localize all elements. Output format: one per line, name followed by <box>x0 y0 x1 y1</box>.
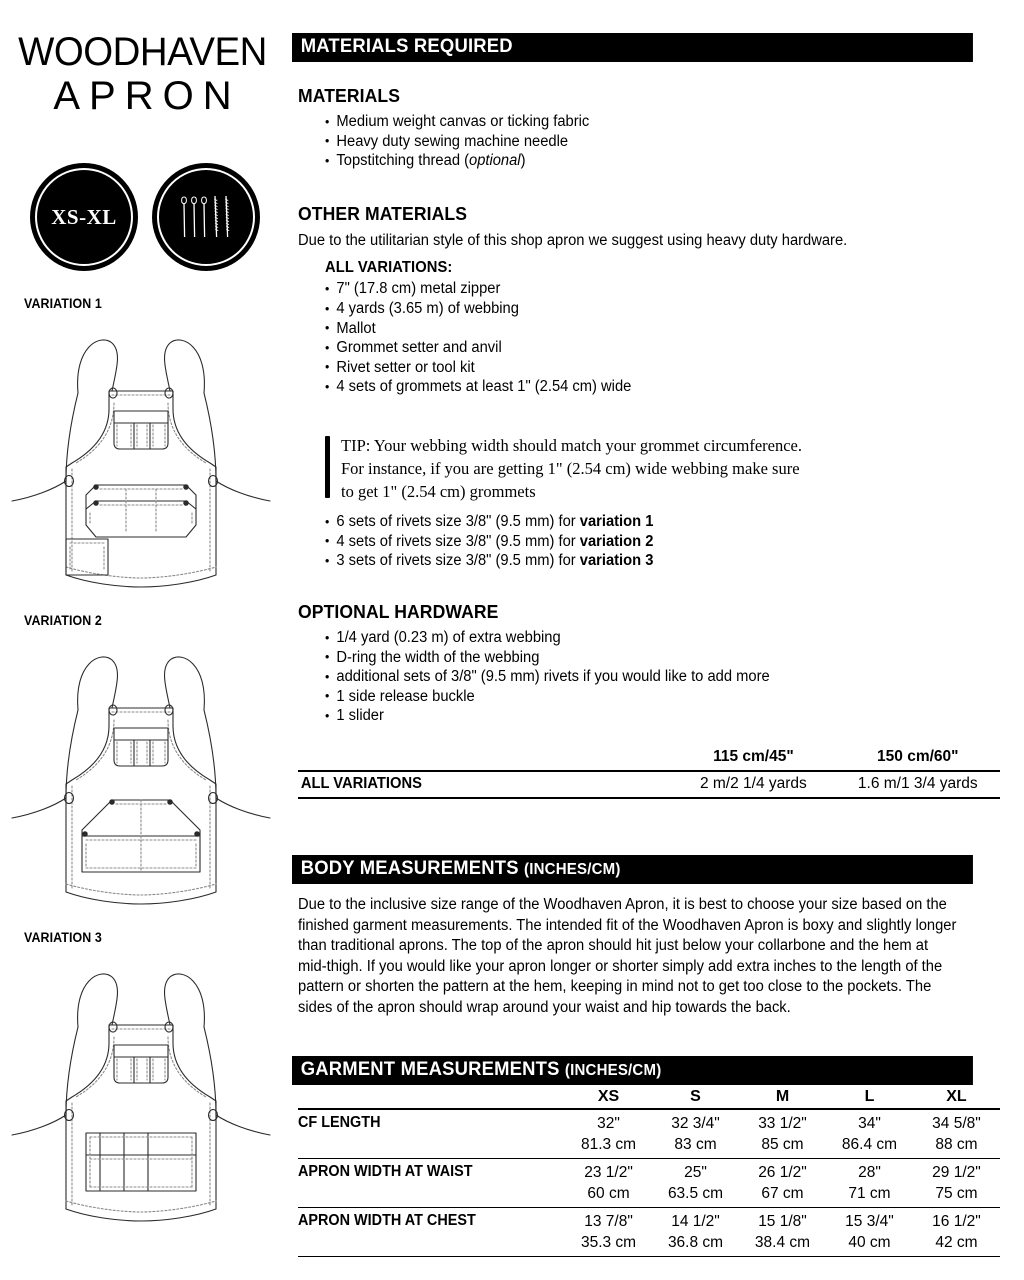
variation-3-figure <box>4 947 282 1232</box>
size-header-s: S <box>690 1088 701 1105</box>
variation-1-label: VARIATION 1 <box>24 296 102 311</box>
list-item: • 4 yards (3.65 m) of webbing <box>325 299 961 319</box>
list-item: • 1/4 yard (0.23 m) of extra webbing <box>325 628 961 648</box>
variation-3-label: VARIATION 3 <box>24 930 102 945</box>
table-row <box>298 1159 1000 1208</box>
rivet-list <box>325 512 994 571</box>
table-row <box>298 1208 1000 1257</box>
other-materials-intro: Due to the utilitarian style of this shop apron we suggest using heavy duty hardware. <box>298 232 848 249</box>
size-header-xs: XS <box>597 1088 620 1105</box>
materials-required-title: MATERIALS REQUIRED <box>300 36 513 57</box>
materials-required-header <box>292 33 973 62</box>
list-item: • 1 slider <box>325 706 961 726</box>
sewing-needles-icon <box>170 181 242 253</box>
tip-callout <box>325 434 994 503</box>
cell-chest-xs: 13 7/8" 35.3 cm <box>565 1208 652 1257</box>
garment-measurements-table <box>298 1088 1000 1257</box>
needles-badge <box>152 163 260 271</box>
all-variations-list <box>325 279 994 397</box>
cell-cf-xs: 32" 81.3 cm <box>565 1109 652 1159</box>
list-item: • 7" (17.8 cm) metal zipper <box>325 279 961 299</box>
cell-waist-xs: 23 1/2" 60 cm <box>565 1159 652 1208</box>
optional-hardware-heading: OPTIONAL HARDWARE <box>298 601 499 622</box>
materials-heading: MATERIALS <box>298 85 401 106</box>
body-measurements-title: BODY MEASUREMENTS <box>300 858 519 879</box>
all-variations-heading: ALL VARIATIONS: <box>325 259 453 277</box>
size-header-xl: XL <box>946 1088 967 1105</box>
cell-waist-m: 26 1/2" 67 cm <box>739 1159 826 1208</box>
rivet-variation: variation 3 <box>579 552 654 570</box>
fabric-value-150: 1.6 m/1 3/4 yards <box>836 771 1000 798</box>
size-range-badge <box>30 163 138 271</box>
list-item <box>325 532 961 552</box>
size-header-l: L <box>864 1088 875 1105</box>
garment-measurements-header <box>292 1056 973 1085</box>
variation-1-figure <box>4 313 282 598</box>
table-header-row <box>298 748 1000 771</box>
size-header-row <box>298 1088 1000 1109</box>
cell-waist-xl: 29 1/2" 75 cm <box>913 1159 1000 1208</box>
cell-cf-xl: 34 5/8" 88 cm <box>913 1109 1000 1159</box>
materials-list <box>325 112 994 171</box>
other-materials-heading: OTHER MATERIALS <box>298 203 468 224</box>
table-row <box>298 1109 1000 1159</box>
list-item <box>325 512 961 532</box>
cell-cf-l: 34" 86.4 cm <box>826 1109 913 1159</box>
row-label-apron-width-waist: APRON WIDTH AT WAIST <box>298 1159 546 1208</box>
fabric-col-150: 150 cm/60" <box>877 748 959 765</box>
body-measurements-header <box>292 855 973 884</box>
list-item: • 1 side release buckle <box>325 687 961 707</box>
size-header-m: M <box>775 1088 790 1105</box>
rivet-text: 3 sets of rivets size 3/8" (9.5 mm) for <box>336 552 580 570</box>
badge-group <box>28 163 262 275</box>
brand-name-line1: WOODHAVEN <box>18 30 267 74</box>
list-item: • Topstitching thread (optional) <box>325 151 961 171</box>
cell-chest-l: 15 3/4" 40 cm <box>826 1208 913 1257</box>
tip-line-2: For instance, if you are getting 1" (2.54 cm) wide webbing make sure <box>341 459 800 478</box>
tip-accent-bar <box>325 436 330 498</box>
fabric-value-115: 2 m/2 1/4 yards <box>671 771 835 798</box>
table-row <box>298 771 1000 798</box>
cell-cf-s: 32 3/4" 83 cm <box>652 1109 739 1159</box>
brand-title <box>0 30 285 118</box>
variation-2-label: VARIATION 2 <box>24 613 102 628</box>
apron-illustration-variation-1 <box>4 313 282 598</box>
garment-measurements-units: (INCHES/CM) <box>564 1062 662 1079</box>
cell-cf-m: 33 1/2" 85 cm <box>739 1109 826 1159</box>
fabric-col-115: 115 cm/45" <box>713 748 794 765</box>
cell-chest-s: 14 1/2" 36.8 cm <box>652 1208 739 1257</box>
list-item: • Heavy duty sewing machine needle <box>325 132 961 152</box>
body-measurements-paragraph: Due to the inclusive size range of the Woodhaven Apron, it is best to choose your size based on the finished garment measurements. The intended fit of the Woodhaven Apron is boxy and slightly longer than traditional aprons. The top of the apron should hit just below your collarbone and the hem at mid-thigh. If you would like your apron longer or shorter simply add extra inches to the length of the pattern or shorten the pattern at the hem, keeping in mind not to get too close to the pockets. The sides of the apron should wrap around your waist and hip towards the back. <box>298 896 957 1016</box>
list-item: • 4 sets of grommets at least 1" (2.54 cm) wide <box>325 377 961 397</box>
rivet-variation: variation 2 <box>579 532 654 550</box>
cell-waist-l: 28" 71 cm <box>826 1159 913 1208</box>
apron-illustration-variation-2 <box>4 630 282 915</box>
tip-line-3: to get 1" (2.54 cm) grommets <box>341 482 536 501</box>
list-item <box>325 551 961 571</box>
rivet-variation: variation 1 <box>579 513 654 530</box>
list-item: • additional sets of 3/8" (9.5 mm) rivets if you would like to add more <box>325 667 961 687</box>
cell-waist-s: 25" 63.5 cm <box>652 1159 739 1208</box>
list-item: • D-ring the width of the webbing <box>325 648 961 668</box>
rivet-text: 4 sets of rivets size 3/8" (9.5 mm) for <box>336 532 580 550</box>
tip-line-1: TIP: Your webbing width should match your grommet circumference. <box>341 436 802 455</box>
list-item: • Rivet setter or tool kit <box>325 358 961 378</box>
apron-illustration-variation-3 <box>4 947 282 1232</box>
rivet-text: 6 sets of rivets size 3/8" (9.5 mm) for <box>336 513 580 530</box>
cell-chest-xl: 16 1/2" 42 cm <box>913 1208 1000 1257</box>
list-item: • Medium weight canvas or ticking fabric <box>325 112 961 132</box>
list-item: • Mallot <box>325 319 961 339</box>
cell-chest-m: 15 1/8" 38.4 cm <box>739 1208 826 1257</box>
size-range-label: XS-XL <box>51 204 117 229</box>
body-measurements-units: (INCHES/CM) <box>524 861 621 878</box>
optional-hardware-list <box>325 628 994 726</box>
fabric-row-label: ALL VARIATIONS <box>298 771 653 798</box>
left-column <box>0 0 285 1280</box>
list-item: • Grommet setter and anvil <box>325 338 961 358</box>
garment-measurements-title: GARMENT MEASUREMENTS <box>300 1059 560 1080</box>
variation-2-figure <box>4 630 282 915</box>
row-label-cf-length: CF LENGTH <box>298 1109 546 1159</box>
brand-name-line2: APRON <box>53 74 241 118</box>
row-label-apron-width-chest: APRON WIDTH AT CHEST <box>298 1208 546 1257</box>
fabric-requirements-table <box>298 748 1000 799</box>
